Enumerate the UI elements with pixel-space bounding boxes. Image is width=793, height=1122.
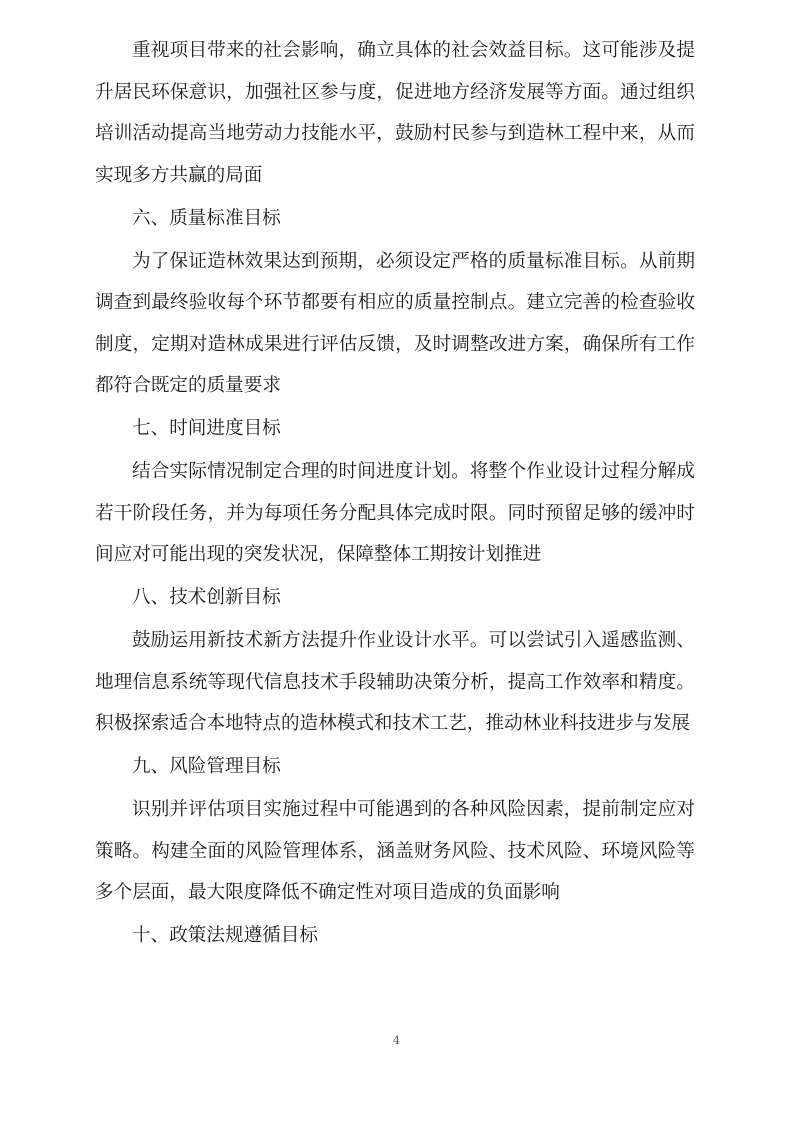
heading-time-schedule: 七、时间进度目标 (132, 418, 281, 439)
heading-risk-management: 九、风险管理目标 (132, 756, 281, 777)
page-number: 4 (393, 1034, 400, 1047)
paragraph-social-benefit: 重视项目带来的社会影响，确立具体的社会效益目标。这可能涉及提升居民环保意识，加强社区参与度，促进地方经济发展等方面。通过组织培训活动提高当地劳动力技能水平，鼓励村民参与到造林工程中来，从而实现多方共赢的局面 (95, 40, 695, 186)
paragraph-risk-management: 识别并评估项目实施过程中可能遇到的各种风险因素，提前制定应对策略。构建全面的风险管理体系，涵盖财务风险、技术风险、环境风险等多个层面，最大限度降低不确定性对项目造成的负面影响 (95, 799, 695, 903)
heading-tech-innovation: 八、技术创新目标 (132, 587, 281, 608)
paragraph-time-schedule: 结合实际情况制定合理的时间进度计划。将整个作业设计过程分解成若干阶段任务，并为每项任务分配具体完成时限。同时预留足够的缓冲时间应对可能出现的突发状况，保障整体工期按计划推进 (95, 461, 695, 565)
paragraph-tech-innovation: 鼓励运用新技术新方法提升作业设计水平。可以尝试引入遥感监测、地理信息系统等现代信息技术手段辅助决策分析，提高工作效率和精度。积极探索适合本地特点的造林模式和技术工艺，推动林业科技进步与发展 (95, 630, 695, 734)
paragraph-quality-standard: 为了保证造林效果达到预期，必须设定严格的质量标准目标。从前期调查到最终验收每个环节都要有相应的质量控制点。建立完善的检查验收制度，定期对造林成果进行评估反馈，及时调整改进方案，确保所有工作都符合既定的质量要求 (95, 250, 695, 396)
document-body (95, 30, 695, 958)
heading-policy-compliance: 十、政策法规遵循目标 (132, 925, 318, 946)
heading-quality-standard: 六、质量标准目标 (132, 207, 281, 229)
